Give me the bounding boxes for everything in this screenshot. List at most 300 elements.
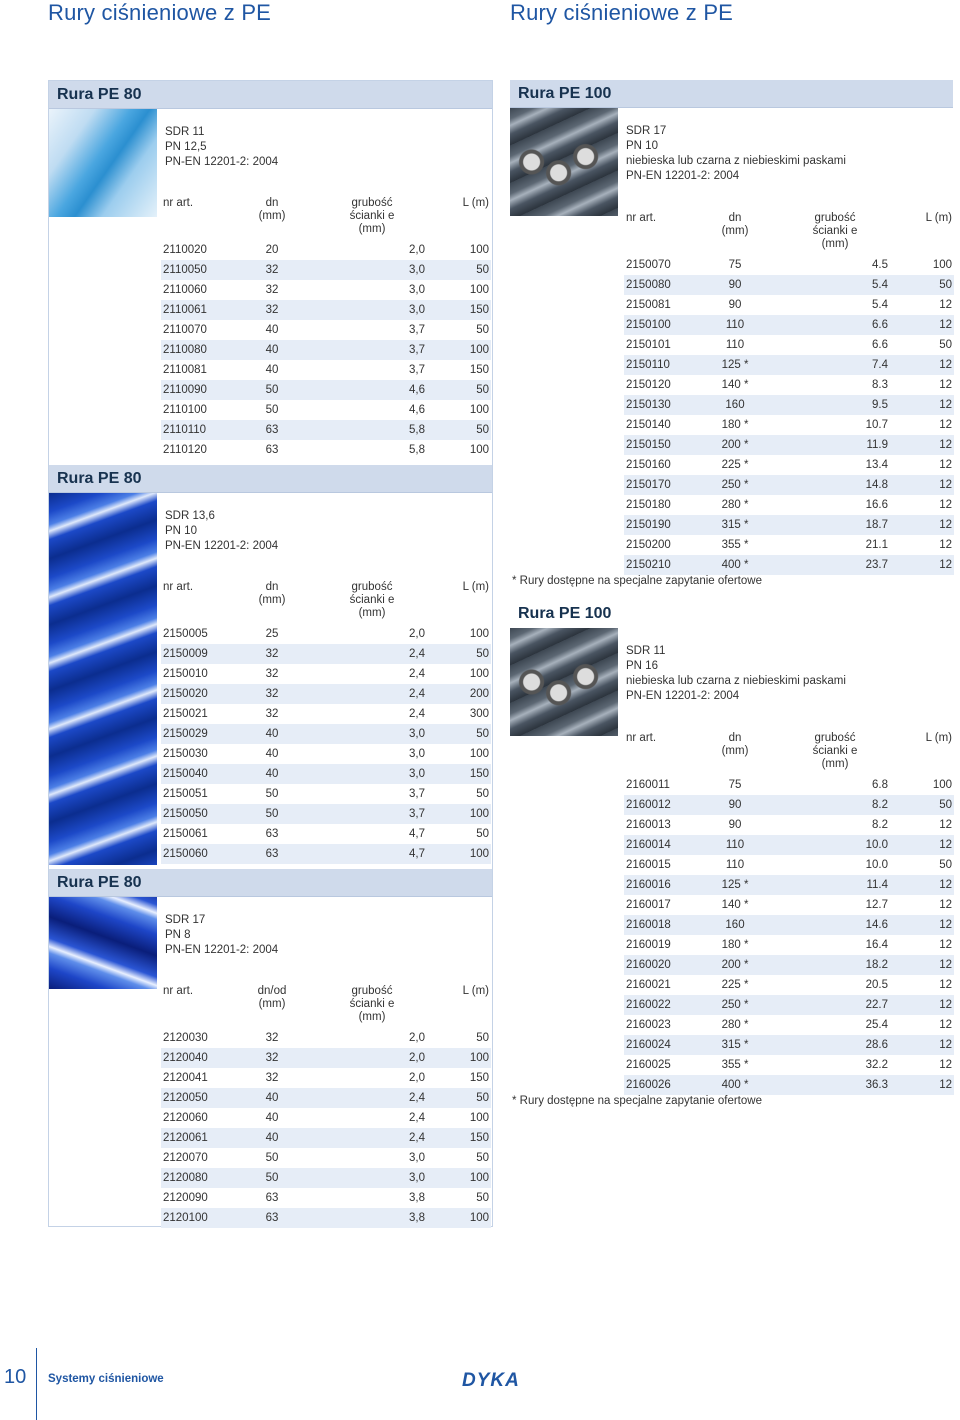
article-number: 2110081 <box>163 364 207 376</box>
column-header: dn/od (mm) <box>257 985 287 1010</box>
diameter: 32 <box>265 1032 279 1044</box>
product-table <box>161 581 491 864</box>
diameter: 32 <box>265 668 279 680</box>
diameter: 110 <box>725 339 745 351</box>
wall-thickness: 11.9 <box>780 435 890 455</box>
article-number: 2150060 <box>161 844 227 864</box>
table-row <box>161 684 491 704</box>
length: 12 <box>890 835 954 855</box>
article-number: 2150150 <box>624 435 690 455</box>
article-number: 2160011 <box>626 779 670 791</box>
length: 100 <box>469 444 489 456</box>
article-number: 2150061 <box>163 828 208 840</box>
wall-thickness: 21.1 <box>865 539 888 551</box>
diameter: 32 <box>227 644 317 664</box>
wall-thickness: 2,0 <box>409 628 425 640</box>
right-column <box>510 80 953 1120</box>
diameter: 32 <box>265 1072 279 1084</box>
table-row <box>161 400 491 420</box>
length: 12 <box>939 419 952 431</box>
length: 50 <box>427 420 491 440</box>
wall-thickness: 10.0 <box>780 835 890 855</box>
length: 12 <box>890 915 954 935</box>
spec-sdr: SDR 11 <box>165 126 205 138</box>
diameter: 355 * <box>721 539 749 551</box>
article-number: 2160026 <box>624 1075 690 1095</box>
article-number: 2150210 <box>624 555 690 575</box>
table-row <box>161 744 491 764</box>
length: 12 <box>939 979 952 991</box>
length: 100 <box>469 628 489 640</box>
table-row <box>624 335 954 355</box>
length: 12 <box>939 1059 952 1071</box>
diameter: 110 <box>690 315 780 335</box>
diameter: 40 <box>265 364 279 376</box>
article-number: 2160014 <box>624 835 690 855</box>
diameter: 200 * <box>690 955 780 975</box>
wall-thickness: 8.2 <box>780 795 890 815</box>
wall-thickness: 2,4 <box>409 1112 425 1124</box>
column-header: nr art. <box>163 985 194 997</box>
wall-thickness: 18.2 <box>780 955 890 975</box>
article-number: 2160024 <box>624 1035 690 1055</box>
wall-thickness: 14.6 <box>780 915 890 935</box>
section-title: Rura PE 80 <box>49 465 492 493</box>
table-row <box>161 380 491 400</box>
article-number: 2150005 <box>163 628 208 640</box>
diameter: 40 <box>265 748 279 760</box>
diameter: 63 <box>227 1208 317 1228</box>
spec-norm: PN-EN 12201-2: 2004 <box>626 170 740 182</box>
length: 12 <box>939 819 952 831</box>
length: 100 <box>932 779 952 791</box>
article-number: 2110080 <box>161 340 227 360</box>
length: 12 <box>939 539 952 551</box>
article-number: 2120050 <box>161 1088 227 1108</box>
wall-thickness: 3,0 <box>409 748 425 760</box>
table-row <box>624 1035 954 1055</box>
table-row <box>624 535 954 555</box>
footer-label: Systemy ciśnieniowe <box>48 1373 164 1385</box>
left-column <box>48 80 493 1227</box>
length: 100 <box>427 1168 491 1188</box>
article-number: 2120070 <box>163 1152 208 1164</box>
length: 100 <box>469 284 489 296</box>
diameter: 90 <box>728 299 742 311</box>
table-row <box>624 975 954 995</box>
table-row <box>161 644 491 664</box>
table-row <box>624 315 954 335</box>
wall-thickness: 4.5 <box>872 259 888 271</box>
length: 50 <box>427 644 491 664</box>
length: 50 <box>427 260 491 280</box>
wall-thickness: 36.3 <box>780 1075 890 1095</box>
table-row <box>161 440 491 460</box>
article-number: 2110050 <box>161 260 227 280</box>
diameter: 63 <box>227 420 317 440</box>
length: 100 <box>427 844 491 864</box>
wall-thickness: 2,0 <box>409 1032 425 1044</box>
diameter: 140 * <box>721 379 749 391</box>
article-number: 2150081 <box>626 299 671 311</box>
wall-thickness: 3,0 <box>317 724 427 744</box>
page-number: 10 <box>4 1366 27 1388</box>
wall-thickness: 3,7 <box>409 364 425 376</box>
spec-pn: PN 10 <box>165 525 197 537</box>
length: 100 <box>427 1208 491 1228</box>
length: 100 <box>469 1112 489 1124</box>
table-row <box>624 275 954 295</box>
column-header: L (m) <box>925 212 952 224</box>
diameter: 32 <box>227 260 317 280</box>
diameter: 50 <box>265 404 279 416</box>
table-row <box>624 435 954 455</box>
article-number: 2150140 <box>626 419 671 431</box>
column-header: grubość ścianki e (mm) <box>349 985 395 1023</box>
article-number: 2110110 <box>161 420 227 440</box>
product-table <box>161 197 491 460</box>
table-row <box>624 355 954 375</box>
article-number: 2160018 <box>624 915 690 935</box>
diameter: 110 <box>690 835 780 855</box>
diameter: 50 <box>265 788 279 800</box>
table-row <box>624 795 954 815</box>
wall-thickness: 3,0 <box>317 1168 427 1188</box>
article-number: 2160012 <box>624 795 690 815</box>
article-number: 2120030 <box>163 1032 208 1044</box>
table-row <box>161 280 491 300</box>
length: 12 <box>890 875 954 895</box>
table-row <box>161 1168 491 1188</box>
spec-sdr: SDR 11 <box>626 645 666 657</box>
wall-thickness: 23.7 <box>780 555 890 575</box>
article-number: 2150160 <box>626 459 671 471</box>
table-row <box>161 240 491 260</box>
diameter: 160 <box>690 395 780 415</box>
diameter: 32 <box>265 708 279 720</box>
footer-divider <box>36 1348 37 1420</box>
column-header: L (m) <box>925 732 952 744</box>
column-header: L (m) <box>462 197 489 209</box>
table-row <box>624 815 954 835</box>
length: 12 <box>890 355 954 375</box>
wall-thickness: 3,7 <box>409 788 425 800</box>
length: 12 <box>939 459 952 471</box>
column-header: dn (mm) <box>721 212 749 237</box>
column-header: L (m) <box>462 985 489 997</box>
article-number: 2160013 <box>626 819 671 831</box>
wall-thickness: 16.4 <box>865 939 888 951</box>
table-row <box>624 1075 954 1095</box>
length: 150 <box>427 300 491 320</box>
product-photo <box>510 628 618 736</box>
diameter: 110 <box>725 859 745 871</box>
wall-thickness: 13.4 <box>865 459 888 471</box>
diameter: 63 <box>265 1192 279 1204</box>
length: 12 <box>939 939 952 951</box>
diameter: 50 <box>227 804 317 824</box>
table-row <box>161 784 491 804</box>
spec-color: niebieska lub czarna z niebieskimi paskami <box>626 155 846 167</box>
page-title-left: Rury ciśnieniowe z PE <box>48 0 272 25</box>
length: 50 <box>427 380 491 400</box>
article-number: 2110100 <box>163 404 207 416</box>
table-row <box>624 1055 954 1075</box>
table-row <box>624 375 954 395</box>
length: 12 <box>890 515 954 535</box>
length: 12 <box>890 1035 954 1055</box>
article-number: 2110061 <box>161 300 227 320</box>
length: 300 <box>469 708 489 720</box>
length: 12 <box>939 499 952 511</box>
length: 50 <box>427 1088 491 1108</box>
length: 12 <box>890 955 954 975</box>
spec-norm: PN-EN 12201-2: 2004 <box>165 156 279 168</box>
diameter: 90 <box>690 795 780 815</box>
article-number: 2120040 <box>161 1048 227 1068</box>
dyka-logo: DYKA <box>462 1370 520 1391</box>
wall-thickness: 7.4 <box>780 355 890 375</box>
table-row <box>624 935 954 955</box>
article-number: 2160023 <box>626 1019 671 1031</box>
wall-thickness: 18.7 <box>780 515 890 535</box>
wall-thickness: 2,4 <box>317 684 427 704</box>
wall-thickness: 14.8 <box>780 475 890 495</box>
article-number: 2150009 <box>161 644 227 664</box>
wall-thickness: 2,0 <box>409 244 425 256</box>
table-row <box>161 724 491 744</box>
length: 50 <box>939 859 952 871</box>
table-row <box>624 295 954 315</box>
wall-thickness: 2,4 <box>409 708 425 720</box>
wall-thickness: 4,6 <box>317 380 427 400</box>
diameter: 50 <box>227 1168 317 1188</box>
table-row <box>161 624 491 644</box>
table-row <box>161 1048 491 1068</box>
diameter: 32 <box>227 684 317 704</box>
diameter: 32 <box>265 284 279 296</box>
wall-thickness: 5,8 <box>409 444 425 456</box>
article-number: 2150070 <box>626 259 671 271</box>
length: 150 <box>427 1128 491 1148</box>
diameter: 160 <box>690 915 780 935</box>
length: 50 <box>476 828 489 840</box>
spec-norm: PN-EN 12201-2: 2004 <box>165 944 279 956</box>
page-title-right: Rury ciśnieniowe z PE <box>510 0 734 25</box>
wall-thickness: 3,0 <box>409 284 425 296</box>
diameter: 315 * <box>690 1035 780 1055</box>
article-number: 2160016 <box>624 875 690 895</box>
diameter: 50 <box>265 1152 279 1164</box>
length: 12 <box>939 379 952 391</box>
table-row <box>161 340 491 360</box>
wall-thickness: 12.7 <box>865 899 888 911</box>
spec-block <box>165 125 278 170</box>
wall-thickness: 6.6 <box>872 339 888 351</box>
diameter: 63 <box>227 844 317 864</box>
wall-thickness: 3,8 <box>409 1192 425 1204</box>
table-row <box>161 1208 491 1228</box>
length: 50 <box>476 1192 489 1204</box>
article-number: 2150040 <box>161 764 227 784</box>
diameter: 90 <box>728 819 742 831</box>
length: 50 <box>890 275 954 295</box>
length: 150 <box>427 764 491 784</box>
diameter: 250 * <box>690 475 780 495</box>
spec-pn: PN 8 <box>165 929 191 941</box>
table-row <box>624 955 954 975</box>
wall-thickness: 5.4 <box>780 275 890 295</box>
wall-thickness: 16.6 <box>865 499 888 511</box>
wall-thickness: 3,7 <box>409 324 425 336</box>
column-header: nr art. <box>163 197 194 209</box>
length: 100 <box>469 748 489 760</box>
spec-sdr: SDR 17 <box>626 125 667 137</box>
length: 150 <box>469 1072 489 1084</box>
wall-thickness: 2,0 <box>317 1048 427 1068</box>
length: 12 <box>890 395 954 415</box>
diameter: 63 <box>265 828 279 840</box>
wall-thickness: 28.6 <box>780 1035 890 1055</box>
article-number: 2150010 <box>163 668 208 680</box>
section-title: Rura PE 80 <box>49 81 492 109</box>
diameter: 250 * <box>690 995 780 1015</box>
table-row <box>624 855 954 875</box>
diameter: 180 * <box>721 419 749 431</box>
article-number: 2120061 <box>161 1128 227 1148</box>
article-number: 2160021 <box>626 979 671 991</box>
table-row <box>624 395 954 415</box>
article-number: 2120041 <box>163 1072 208 1084</box>
length: 12 <box>890 435 954 455</box>
article-number: 2150030 <box>163 748 208 760</box>
spec-block <box>165 509 278 554</box>
table-row <box>161 844 491 864</box>
table-row <box>161 1088 491 1108</box>
product-photo <box>49 109 157 217</box>
length: 100 <box>469 668 489 680</box>
table-row <box>624 1015 954 1035</box>
diameter: 40 <box>227 340 317 360</box>
wall-thickness: 3,0 <box>409 1152 425 1164</box>
wall-thickness: 22.7 <box>780 995 890 1015</box>
table-row <box>624 875 954 895</box>
table-row <box>624 895 954 915</box>
table-row <box>161 664 491 684</box>
diameter: 200 * <box>690 435 780 455</box>
wall-thickness: 5.4 <box>872 299 888 311</box>
article-number: 2120080 <box>161 1168 227 1188</box>
article-number: 2160022 <box>624 995 690 1015</box>
table-row <box>624 255 954 275</box>
wall-thickness: 2,4 <box>317 1088 427 1108</box>
length: 50 <box>476 324 489 336</box>
table-row <box>161 1128 491 1148</box>
table-row <box>161 1148 491 1168</box>
wall-thickness: 3,0 <box>317 300 427 320</box>
article-number: 2150180 <box>626 499 671 511</box>
diameter: 140 * <box>721 899 749 911</box>
wall-thickness: 4,7 <box>317 844 427 864</box>
wall-thickness: 4,7 <box>409 828 425 840</box>
length: 12 <box>890 555 954 575</box>
table-row <box>624 915 954 935</box>
wall-thickness: 8.3 <box>872 379 888 391</box>
wall-thickness: 32.2 <box>865 1059 888 1071</box>
diameter: 40 <box>265 324 279 336</box>
diameter: 180 * <box>721 939 749 951</box>
table-row <box>161 824 491 844</box>
diameter: 25 <box>265 628 279 640</box>
product-table <box>624 732 954 1095</box>
wall-thickness: 10.0 <box>865 859 888 871</box>
table-row <box>624 835 954 855</box>
article-number: 2120100 <box>161 1208 227 1228</box>
column-header: dn (mm) <box>721 732 749 757</box>
article-number: 2150200 <box>626 539 671 551</box>
article-number: 2150021 <box>163 708 208 720</box>
article-number: 2160020 <box>624 955 690 975</box>
spec-sdr: SDR 13,6 <box>165 510 215 522</box>
article-number: 2110020 <box>163 244 207 256</box>
table-row <box>161 360 491 380</box>
diameter: 280 * <box>721 1019 749 1031</box>
length: 50 <box>476 1032 489 1044</box>
diameter: 32 <box>227 1048 317 1068</box>
diameter: 20 <box>265 244 279 256</box>
diameter: 125 * <box>690 355 780 375</box>
table-row <box>161 260 491 280</box>
table-row <box>161 764 491 784</box>
article-number: 2160025 <box>626 1059 671 1071</box>
diameter: 225 * <box>721 459 749 471</box>
article-number: 2150190 <box>624 515 690 535</box>
wall-thickness: 4,6 <box>409 404 425 416</box>
product-photo <box>49 493 157 865</box>
table-row <box>161 704 491 724</box>
diameter: 400 * <box>690 1075 780 1095</box>
wall-thickness: 3,8 <box>317 1208 427 1228</box>
column-header: nr art. <box>626 732 657 744</box>
wall-thickness: 3,7 <box>317 804 427 824</box>
column-header: nr art. <box>163 581 194 593</box>
length: 12 <box>890 995 954 1015</box>
article-number: 2110060 <box>163 284 207 296</box>
spec-norm: PN-EN 12201-2: 2004 <box>165 540 279 552</box>
product-table <box>624 212 954 575</box>
wall-thickness: 9.5 <box>780 395 890 415</box>
diameter: 75 <box>728 779 742 791</box>
article-number: 2110090 <box>161 380 227 400</box>
wall-thickness: 3,0 <box>317 764 427 784</box>
table-row <box>161 300 491 320</box>
footnote: * Rury dostępne na specjalne zapytanie ofertowe <box>512 575 762 587</box>
wall-thickness: 2,0 <box>409 1072 425 1084</box>
table-row <box>624 775 954 795</box>
wall-thickness: 20.5 <box>865 979 888 991</box>
article-number: 2150130 <box>624 395 690 415</box>
table-row <box>624 995 954 1015</box>
column-header: nr art. <box>626 212 657 224</box>
diameter: 280 * <box>721 499 749 511</box>
table-row <box>161 420 491 440</box>
article-number: 2120060 <box>163 1112 208 1124</box>
column-header: L (m) <box>462 581 489 593</box>
section-title: Rura PE 100 <box>510 600 953 628</box>
wall-thickness: 2,4 <box>317 644 427 664</box>
spec-block <box>626 124 846 184</box>
diameter: 90 <box>690 275 780 295</box>
